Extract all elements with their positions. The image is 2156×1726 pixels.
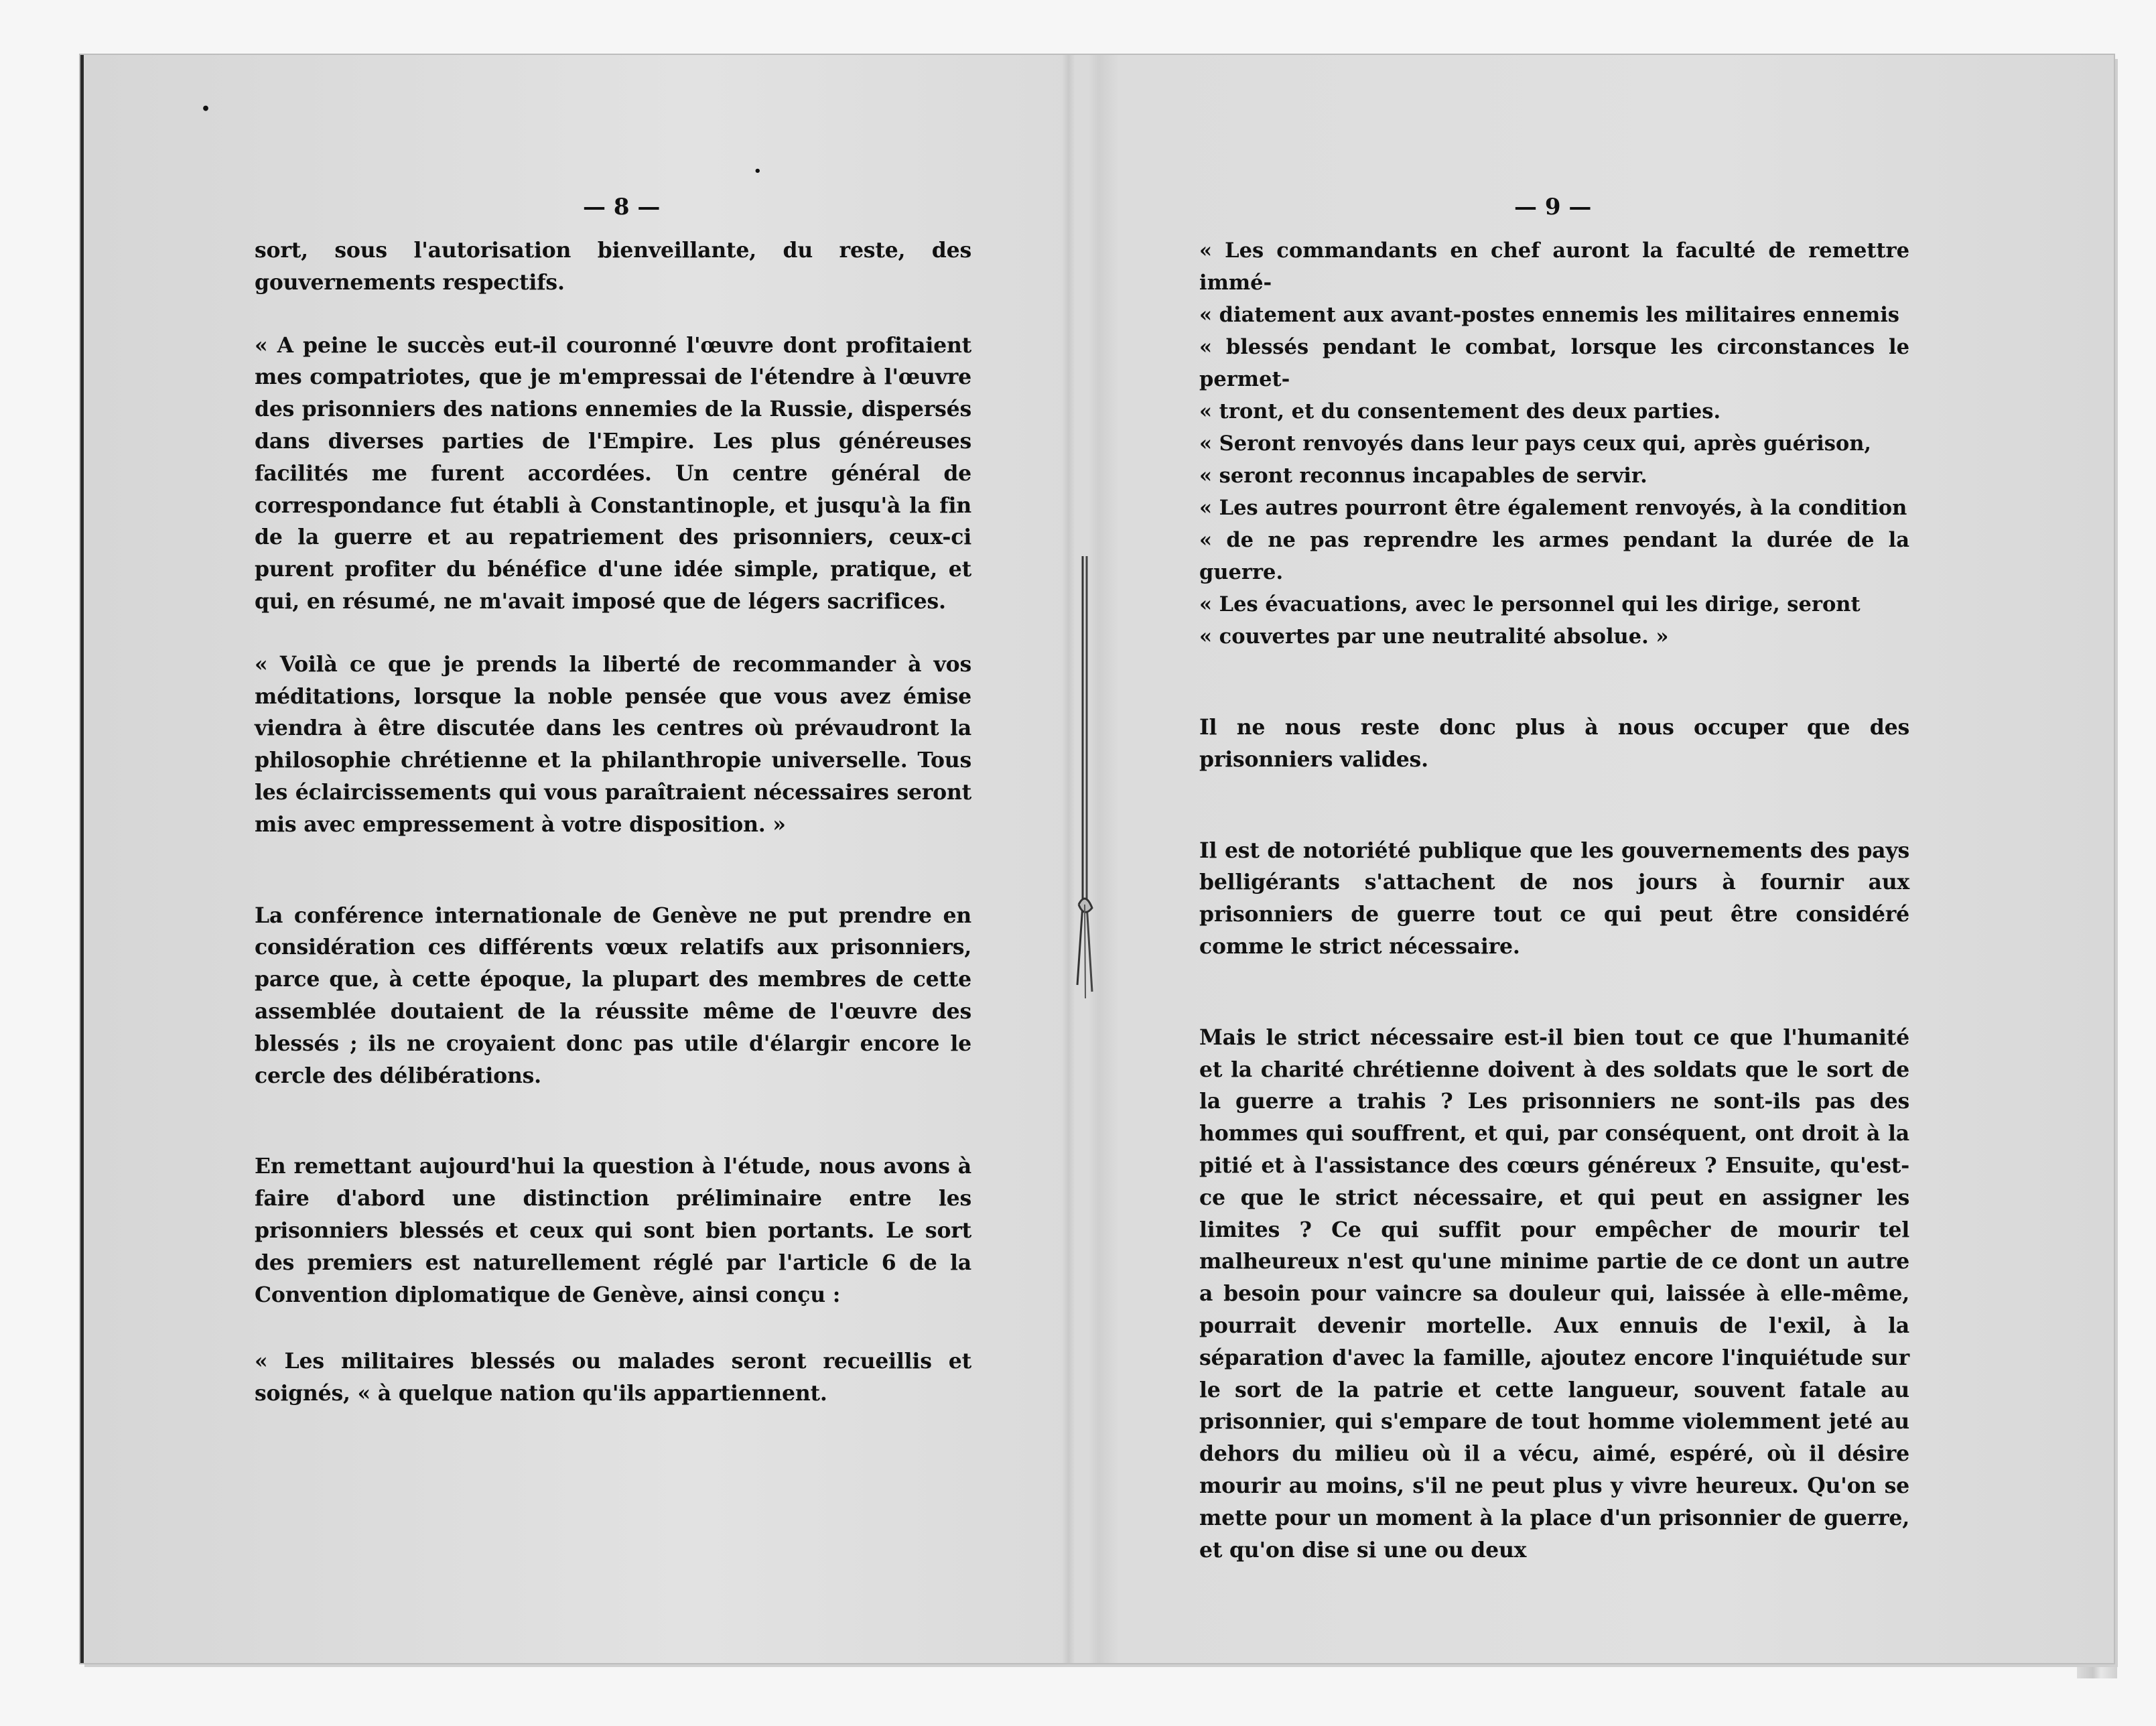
paragraph: En remettant aujourd'hui la question à l'étude, nous avons à faire d'abord une distinction préliminaire entre les prisonniers blessés et ceux qui sont bien portants. Le sort des premiers est naturellement réglé par l'article 6 de la Convention diplomatique de Genève, ainsi conçu : — [255, 1154, 971, 1307]
paragraph: « Les militaires blessés ou malades seront recueillis et soignés, « à quelque nation qu'ils appartiennent. — [255, 1349, 971, 1406]
paragraph: « Voilà ce que je prends la liberté de recommander à vos méditations, lorsque la noble pensée que vous avez émise viendra à être discutée dans les centres où prévaudront la philosophie chrétienne et la philanthropie universelle. Tous les éclaircissements qui vous paraîtraient nécessaires seront mis avec empressement à votre disposition. » — [255, 651, 971, 837]
paragraph: « A peine le succès eut-il couronné l'œuvre dont profitaient mes compatriotes, que je m'empressai de l'étendre à l'œuvre des prisonniers des nations ennemies de la Russie, dispersés dans diverses parties de l'Empire. Les plus généreuses facilités me furent accordées. Un centre général de correspondance fut établi à Constantinople, et jusqu'à la fin de la guerre et au repatriement des prisonniers, ceux-ci purent profiter du bénéfice d'une idée simple, pratique, et qui, en résumé, ne m'avait imposé que de légers sacrifices. — [255, 332, 971, 614]
paragraph: Mais le strict nécessaire est-il bien tout ce que l'humanité et la charité chrétienne doivent à des soldats que le sort de la guerre a trahis ? Les prisonniers ne sont-ils pas des hommes qui souffrent, et qui, par conséquent, ont droit à la pitié et à l'assistance des cœurs généreux ? Ensuite, qu'est-ce que le strict nécessaire, et qui peut en assigner les limites ? Ce qui suffit pour empêcher de mourir tel malheureux n'est qu'une minime partie de ce dont un autre a besoin pour vaincre sa douleur qui, laissée à elle-même, pourrait devenir mortelle. Aux ennuis de l'exil, à la séparation d'avec la famille, ajoutez encore l'inquiétude sur le sort de la patrie et cette langueur, souvent fatale au prisonnier, qui s'empare de tout homme violemment jeté au dehors du milieu où il a vécu, aimé, espéré, où il désire mourir au moins, s'il ne peut plus y vivre heureux. Qu'on se mette pour un moment à la place d'un prisonnier de guerre, et qu'on dise si une ou deux — [1199, 1024, 1909, 1563]
scan-speck: • — [201, 101, 211, 118]
quote-line: « Seront renvoyés dans leur pays ceux qui, après guérison, — [1199, 431, 1872, 456]
paragraph: Il ne nous reste donc plus à nous occuper que des prisonniers valides. — [1199, 715, 1909, 772]
paragraph: La conférence internationale de Genève ne put prendre en considération ces différents vœux relatifs aux prisonniers, parce que, à cette époque, la plupart des membres de cette assemblée doutaient de la réussite même de l'œuvre des blessés ; ils ne croyaient donc pas utile d'élargir encore le cercle des délibérations. — [255, 903, 971, 1088]
quote-line: « diatement aux avant-postes ennemis les militaires ennemis — [1199, 303, 1899, 327]
quote-line: « seront reconnus incapables de servir. — [1199, 464, 1647, 488]
article-quote — [1199, 235, 1909, 653]
page-number-left: — 8 — — [583, 194, 661, 220]
quote-line: « couvertes par une neutralité absolue. » — [1199, 624, 1669, 649]
quote-line: « tront, et du consentement des deux parties. — [1199, 399, 1721, 423]
quote-line: « de ne pas reprendre les armes pendant la durée de la guerre. — [1199, 528, 1909, 584]
scan-speck: • — [754, 164, 762, 178]
page-number-right: — 9 — — [1514, 194, 1592, 220]
quote-line: « Les autres pourront être également renvoyés, à la condition — [1199, 496, 1907, 520]
right-page-text — [1199, 235, 1909, 1566]
paragraph: Il est de notoriété publique que les gouvernements des pays belligérants s'attachent de nos jours à fournir aux prisonniers de guerre tout ce qui peut être considéré comme le strict nécessaire. — [1199, 838, 1909, 959]
quote-line: « Les commandants en chef auront la faculté de remettre immé- — [1199, 239, 1909, 295]
quote-line: « Les évacuations, avec le personnel qui les dirige, seront — [1199, 592, 1861, 616]
left-page-text — [255, 235, 971, 1410]
paragraph: sort, sous l'autorisation bienveillante, du reste, des gouvernements respectifs. — [255, 238, 971, 295]
binding-thread — [1072, 556, 1099, 998]
quote-line: « blessés pendant le combat, lorsque les circonstances le permet- — [1199, 335, 1909, 391]
